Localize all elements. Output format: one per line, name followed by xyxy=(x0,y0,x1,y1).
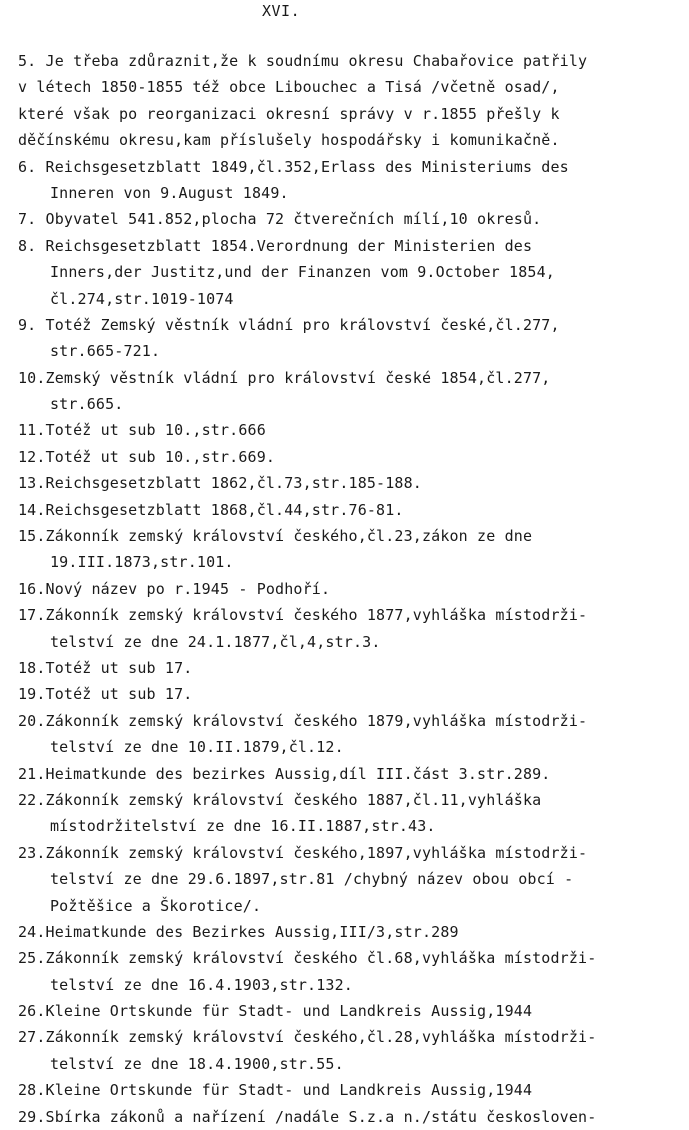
footnote-first-line: 27.Zákonník zemský království českého,čl.28,vyhláška místodrži- xyxy=(18,1028,597,1047)
footnote-first-line: 28.Kleine Ortskunde für Stadt- und Landkreis Aussig,1944 xyxy=(18,1081,533,1100)
footnote-first-line: 16.Nový název po r.1945 - Podhoří. xyxy=(18,579,331,598)
footnote-continuation-line: čl.274,str.1019-1074 xyxy=(50,289,234,308)
footnote-first-line: 10.Zemský věstník vládní pro království české 1854,čl.277, xyxy=(18,368,551,387)
footnote-continuation-line: telství ze dne 16.4.1903,str.132. xyxy=(50,975,353,994)
footnote-continuation-line: str.665-721. xyxy=(50,342,161,361)
footnote-first-line: 25.Zákonník zemský království českého čl.68,vyhláška místodrži- xyxy=(18,949,597,968)
footnote xyxy=(18,365,686,418)
footnote-first-line: 8. Reichsgesetzblatt 1854.Verordnung der Ministerien des xyxy=(18,236,533,255)
footnote xyxy=(18,681,686,707)
footnote-continuation-line: 19.III.1873,str.101. xyxy=(50,553,234,572)
footnote xyxy=(18,1077,686,1103)
footnote xyxy=(18,840,686,919)
footnotes-list xyxy=(18,48,686,1130)
footnote-continuation-line: v létech 1850-1855 též obce Libouchec a Tisá /včetně osad/, xyxy=(18,78,560,97)
footnote xyxy=(18,48,686,154)
footnote-continuation-line: telství ze dne 29.6.1897,str.81 /chybný název obou obcí - xyxy=(50,870,574,889)
footnote-continuation-line: telství ze dne 18.4.1900,str.55. xyxy=(50,1054,344,1073)
footnote-continuation-line: telství ze dne 10.II.1879,čl.12. xyxy=(50,738,344,757)
footnote-first-line: 7. Obyvatel 541.852,plocha 72 čtverečních mílí,10 okresů. xyxy=(18,210,542,229)
page-number: XVI. xyxy=(262,2,301,20)
footnote-first-line: 20.Zákonník zemský království českého 1879,vyhláška místodrži- xyxy=(18,711,588,730)
footnote xyxy=(18,444,686,470)
footnote xyxy=(18,523,686,576)
footnote xyxy=(18,998,686,1024)
footnote xyxy=(18,945,686,998)
footnote-first-line: 12.Totéž ut sub 10.,str.669. xyxy=(18,447,276,466)
footnote xyxy=(18,154,686,207)
footnote xyxy=(18,312,686,365)
footnote-first-line: 23.Zákonník zemský království českého,1897,vyhláška místodrži- xyxy=(18,843,588,862)
footnote-first-line: 6. Reichsgesetzblatt 1849,čl.352,Erlass des Ministeriums des xyxy=(18,157,569,176)
footnote xyxy=(18,602,686,655)
footnote xyxy=(18,655,686,681)
footnote xyxy=(18,576,686,602)
footnote-first-line: 14.Reichsgesetzblatt 1868,čl.44,str.76-81. xyxy=(18,500,404,519)
footnote-first-line: 9. Totéž Zemský věstník vládní pro království české,čl.277, xyxy=(18,315,560,334)
footnote-first-line: 29.Sbírka zákonů a nařízení /nadále S.z.a n./státu českosloven- xyxy=(18,1107,597,1126)
footnote xyxy=(18,708,686,761)
footnote-continuation-line: které však po reorganizaci okresní správy v r.1855 přešly k xyxy=(18,104,560,123)
footnote-continuation-line: děčínskému okresu,kam příslušely hospodářsky i komunikačně. xyxy=(18,131,560,150)
footnote-first-line: 22.Zákonník zemský království českého 1887,čl.11,vyhláška xyxy=(18,790,542,809)
footnote-first-line: 5. Je třeba zdůraznit,že k soudnímu okresu Chabařovice patřily xyxy=(18,52,588,70)
footnote-first-line: 19.Totéž ut sub 17. xyxy=(18,685,193,704)
footnote-continuation-line: telství ze dne 24.1.1877,čl,4,str.3. xyxy=(50,632,381,651)
footnote xyxy=(18,497,686,523)
footnote-continuation-line: Inners,der Justitz,und der Finanzen vom 9.October 1854, xyxy=(50,263,555,282)
footnote xyxy=(18,1024,686,1077)
footnote-first-line: 17.Zákonník zemský království českého 1877,vyhláška místodrži- xyxy=(18,606,588,625)
footnote xyxy=(18,206,686,232)
footnote-first-line: 18.Totéž ut sub 17. xyxy=(18,658,193,677)
footnote xyxy=(18,787,686,840)
footnote-continuation-line: str.665. xyxy=(50,395,124,414)
footnote-first-line: 24.Heimatkunde des Bezirkes Aussig,III/3,str.289 xyxy=(18,922,459,941)
footnote xyxy=(18,761,686,787)
footnote-continuation-line: místodržitelství ze dne 16.II.1887,str.43. xyxy=(50,817,436,836)
footnote-first-line: 11.Totéž ut sub 10.,str.666 xyxy=(18,421,266,440)
footnote-continuation-line: Požtěšice a Škorotice/. xyxy=(50,896,262,915)
footnote xyxy=(18,417,686,443)
footnote-first-line: 15.Zákonník zemský království českého,čl.23,zákon ze dne xyxy=(18,527,533,546)
footnote-continuation-line: Inneren von 9.August 1849. xyxy=(50,183,289,202)
footnote xyxy=(18,1104,686,1130)
footnote xyxy=(18,470,686,496)
footnote xyxy=(18,919,686,945)
footnote xyxy=(18,233,686,312)
footnote-first-line: 21.Heimatkunde des bezirkes Aussig,díl III.část 3.str.289. xyxy=(18,764,551,783)
footnote-first-line: 26.Kleine Ortskunde für Stadt- und Landkreis Aussig,1944 xyxy=(18,1002,533,1021)
footnote-first-line: 13.Reichsgesetzblatt 1862,čl.73,str.185-188. xyxy=(18,474,422,493)
